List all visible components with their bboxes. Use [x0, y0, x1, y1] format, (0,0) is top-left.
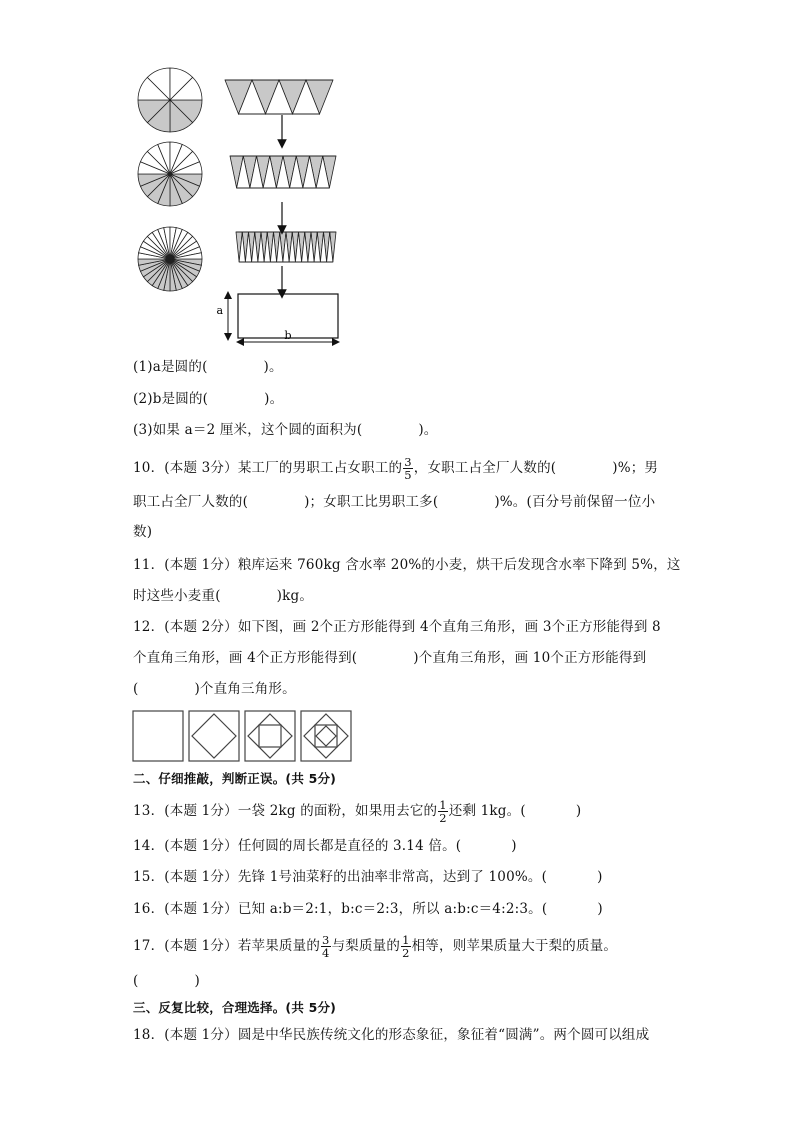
section-2-title: 二、仔细推敲，判断正误。(共 5分): [133, 771, 337, 786]
q17-line2: ( ): [133, 973, 200, 989]
q14: 14．(本题 1分）任何圆的周长都是直径的 3.14 倍。( ): [133, 838, 517, 854]
square-group-2: [189, 711, 239, 761]
q12-line2: 个直角三角形，画 4个正方形能得到( )个直角三角形，画 10个正方形能得到: [133, 650, 647, 666]
q12-line3: ( )个直角三角形。: [133, 681, 296, 697]
circle-16-sectors: [138, 142, 202, 206]
q11-line2: 时这些小麦重( )kg。: [133, 588, 314, 604]
fraction: $\frac{1}{2}$: [402, 933, 410, 960]
rearranged-strip-16: [230, 156, 336, 188]
fraction: $\frac{3}{5}$: [404, 455, 412, 482]
q16: 16．(本题 1分）已知 a:b＝2:1，b:c＝2:3，所以 a:b:c＝4:2:3。( ): [133, 901, 603, 917]
fraction: $\frac{1}{2}$: [439, 798, 447, 825]
label-a: a: [216, 304, 223, 317]
q18-line1: 18．(本题 1分）圆是中华民族传统文化的形态象征，象征着“圆满”。两个圆可以组成: [133, 1027, 650, 1043]
rearranged-strip-8: [225, 80, 333, 114]
circle-area-figure: [130, 60, 350, 350]
label-b: b: [284, 329, 292, 342]
nested-squares-figure: [132, 710, 362, 764]
square-group-4: [301, 711, 351, 761]
q9-part1: (1)a是圆的( )。: [133, 359, 283, 375]
q13: 13．(本题 1分）一袋 2kg 的面粉，如果用去它的 $\frac{1}{2}$ 还剩 1kg。( ): [133, 798, 582, 825]
q10-line1: 10．(本题 3分）某工厂的男职工占女职工的 $\frac{3}{5}$ ，女职工占全厂人数的( )%；男: [133, 455, 659, 482]
section-3-title: 三、反复比较，合理选择。(共 5分): [133, 1000, 337, 1015]
q17-line1: 17．(本题 1分）若苹果质量的 $\frac{3}{4}$ 与梨质量的 $\frac{1}{2}$ 相等，则苹果质量大于梨的质量。: [133, 933, 618, 960]
q10-line3: 数): [133, 524, 153, 540]
q15: 15．(本题 1分）先锋 1号油菜籽的出油率非常高，达到了 100%。( ): [133, 869, 603, 885]
rearranged-strip-32: [236, 232, 336, 262]
square-1: [133, 711, 183, 761]
q9-part2: (2)b是圆的( )。: [133, 391, 284, 407]
q9-part3: (3)如果 a＝2 厘米，这个圆的面积为( )。: [133, 422, 438, 438]
fraction: $\frac{3}{4}$: [322, 933, 330, 960]
circle-8-sectors: [138, 68, 202, 132]
square-group-3: [245, 711, 295, 761]
circle-32-sectors: [138, 227, 202, 291]
q12-line1: 12．(本题 2分）如下图，画 2个正方形能得到 4个直角三角形，画 3个正方形能得到 8: [133, 619, 661, 635]
q11-line1: 11．(本题 1分）粮库运来 760kg 含水率 20%的小麦，烘干后发现含水率下降到 5%，这: [133, 557, 681, 573]
q10-line2: 职工占全厂人数的( )；女职工比男职工多( )%。(百分号前保留一位小: [133, 494, 656, 510]
